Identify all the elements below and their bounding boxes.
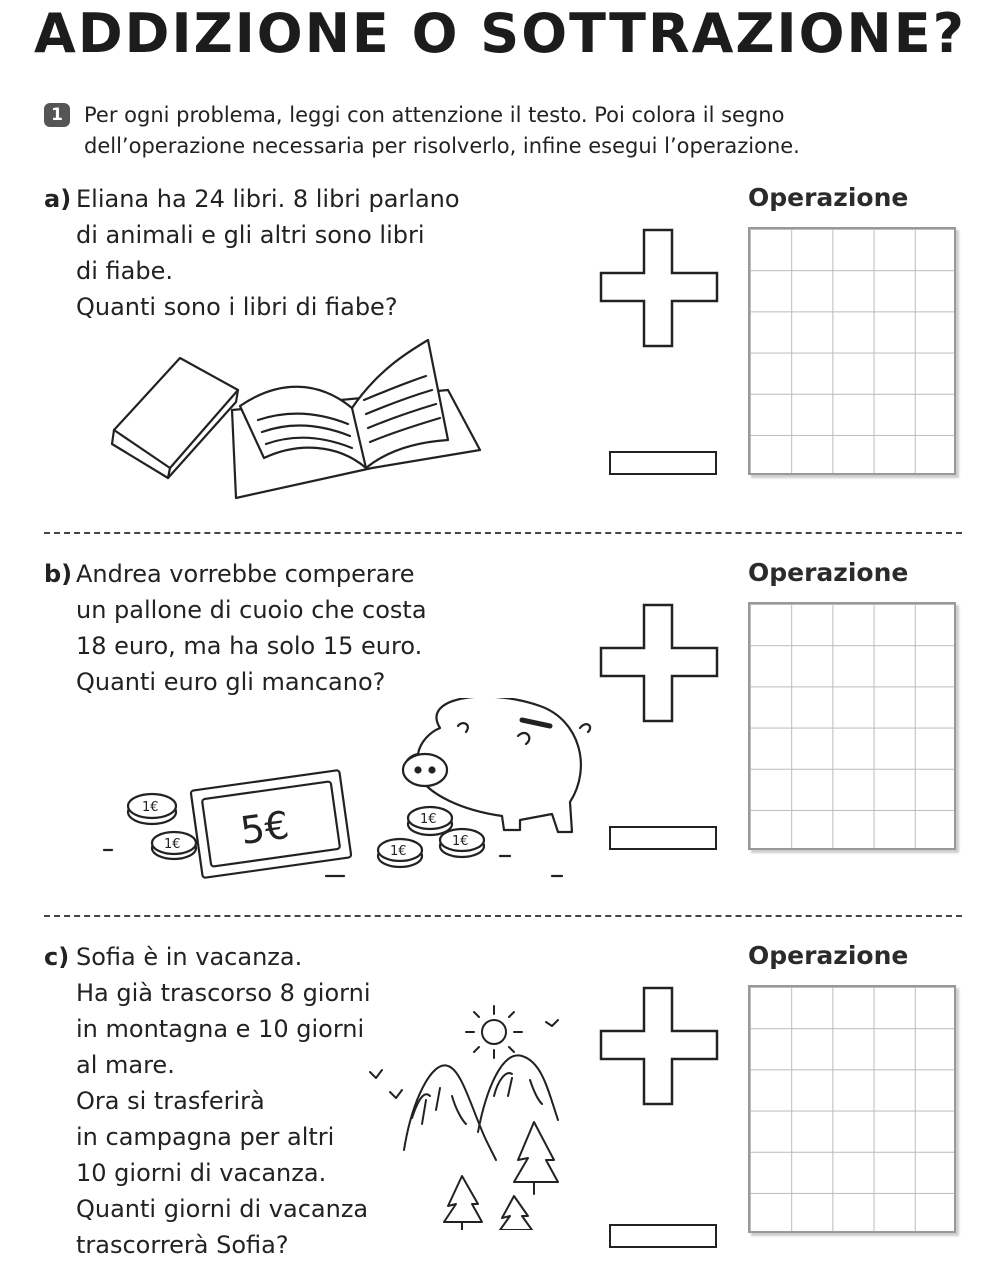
problem-text-line: al mare. <box>76 1051 175 1079</box>
operation-label: Operazione <box>748 558 909 587</box>
problem-c <box>44 939 370 1263</box>
banknote-text: 5€ <box>237 802 292 854</box>
coin-text: 1€ <box>142 800 159 815</box>
problem-text-line: Andrea vorrebbe comperare <box>76 560 415 588</box>
problem-text-line: trascorrerà Sofia? <box>76 1231 289 1259</box>
coin-text: 1€ <box>390 844 407 859</box>
coin-text: 1€ <box>164 837 181 852</box>
problem-text-line: un pallone di cuoio che costa <box>76 596 427 624</box>
mountains-illustration <box>362 1000 582 1230</box>
problem-text-line: Quanti sono i libri di fiabe? <box>76 293 398 321</box>
minus-sign-button[interactable] <box>609 451 717 475</box>
plus-sign-button[interactable] <box>599 603 719 723</box>
problem-text-line: 18 euro, ma ha solo 15 euro. <box>76 632 423 660</box>
problem-label: a) <box>44 185 72 213</box>
operation-grid[interactable] <box>748 985 956 1233</box>
exercise-number: 1 <box>44 103 70 127</box>
minus-sign-button[interactable] <box>609 1224 717 1248</box>
problem-text-line: Ora si trasferirà <box>76 1087 265 1115</box>
instruction <box>44 100 944 162</box>
plus-sign-button[interactable] <box>599 986 719 1106</box>
instruction-line-1: Per ogni problema, leggi con attenzione il testo. Poi colora il segno <box>84 103 785 127</box>
instruction-line-2: dell’operazione necessaria per risolverlo, infine esegui l’operazione. <box>84 134 800 158</box>
operation-grid[interactable] <box>748 227 956 475</box>
minus-sign-button[interactable] <box>609 826 717 850</box>
problem-text-line: Eliana ha 24 libri. 8 libri parlano <box>76 185 460 213</box>
problem-text-line: di animali e gli altri sono libri <box>76 221 425 249</box>
problem-text-line: 10 giorni di vacanza. <box>76 1159 327 1187</box>
problem-b <box>44 556 427 700</box>
problem-text-line: di fiabe. <box>76 257 173 285</box>
plus-sign-button[interactable] <box>599 228 719 348</box>
coin-text: 1€ <box>452 834 469 849</box>
operation-label: Operazione <box>748 941 909 970</box>
coin-text: 1€ <box>420 812 437 827</box>
page-title: ADDIZIONE O SOTTRAZIONE? <box>34 2 966 65</box>
problem-text-line: Quanti giorni di vacanza <box>76 1195 369 1223</box>
problem-text-line: in campagna per altri <box>76 1123 335 1151</box>
books-illustration <box>108 330 488 505</box>
piggy-bank-illustration <box>100 698 600 888</box>
divider <box>44 532 962 534</box>
problem-text-line: Ha già trascorso 8 giorni <box>76 979 371 1007</box>
problem-text-line: in montagna e 10 giorni <box>76 1015 365 1043</box>
problem-text-line: Sofia è in vacanza. <box>76 943 303 971</box>
problem-text-line: Quanti euro gli mancano? <box>76 668 386 696</box>
problem-label: c) <box>44 943 70 971</box>
divider <box>44 915 962 917</box>
problem-label: b) <box>44 560 73 588</box>
operation-label: Operazione <box>748 183 909 212</box>
problem-a <box>44 181 460 325</box>
operation-grid[interactable] <box>748 602 956 850</box>
